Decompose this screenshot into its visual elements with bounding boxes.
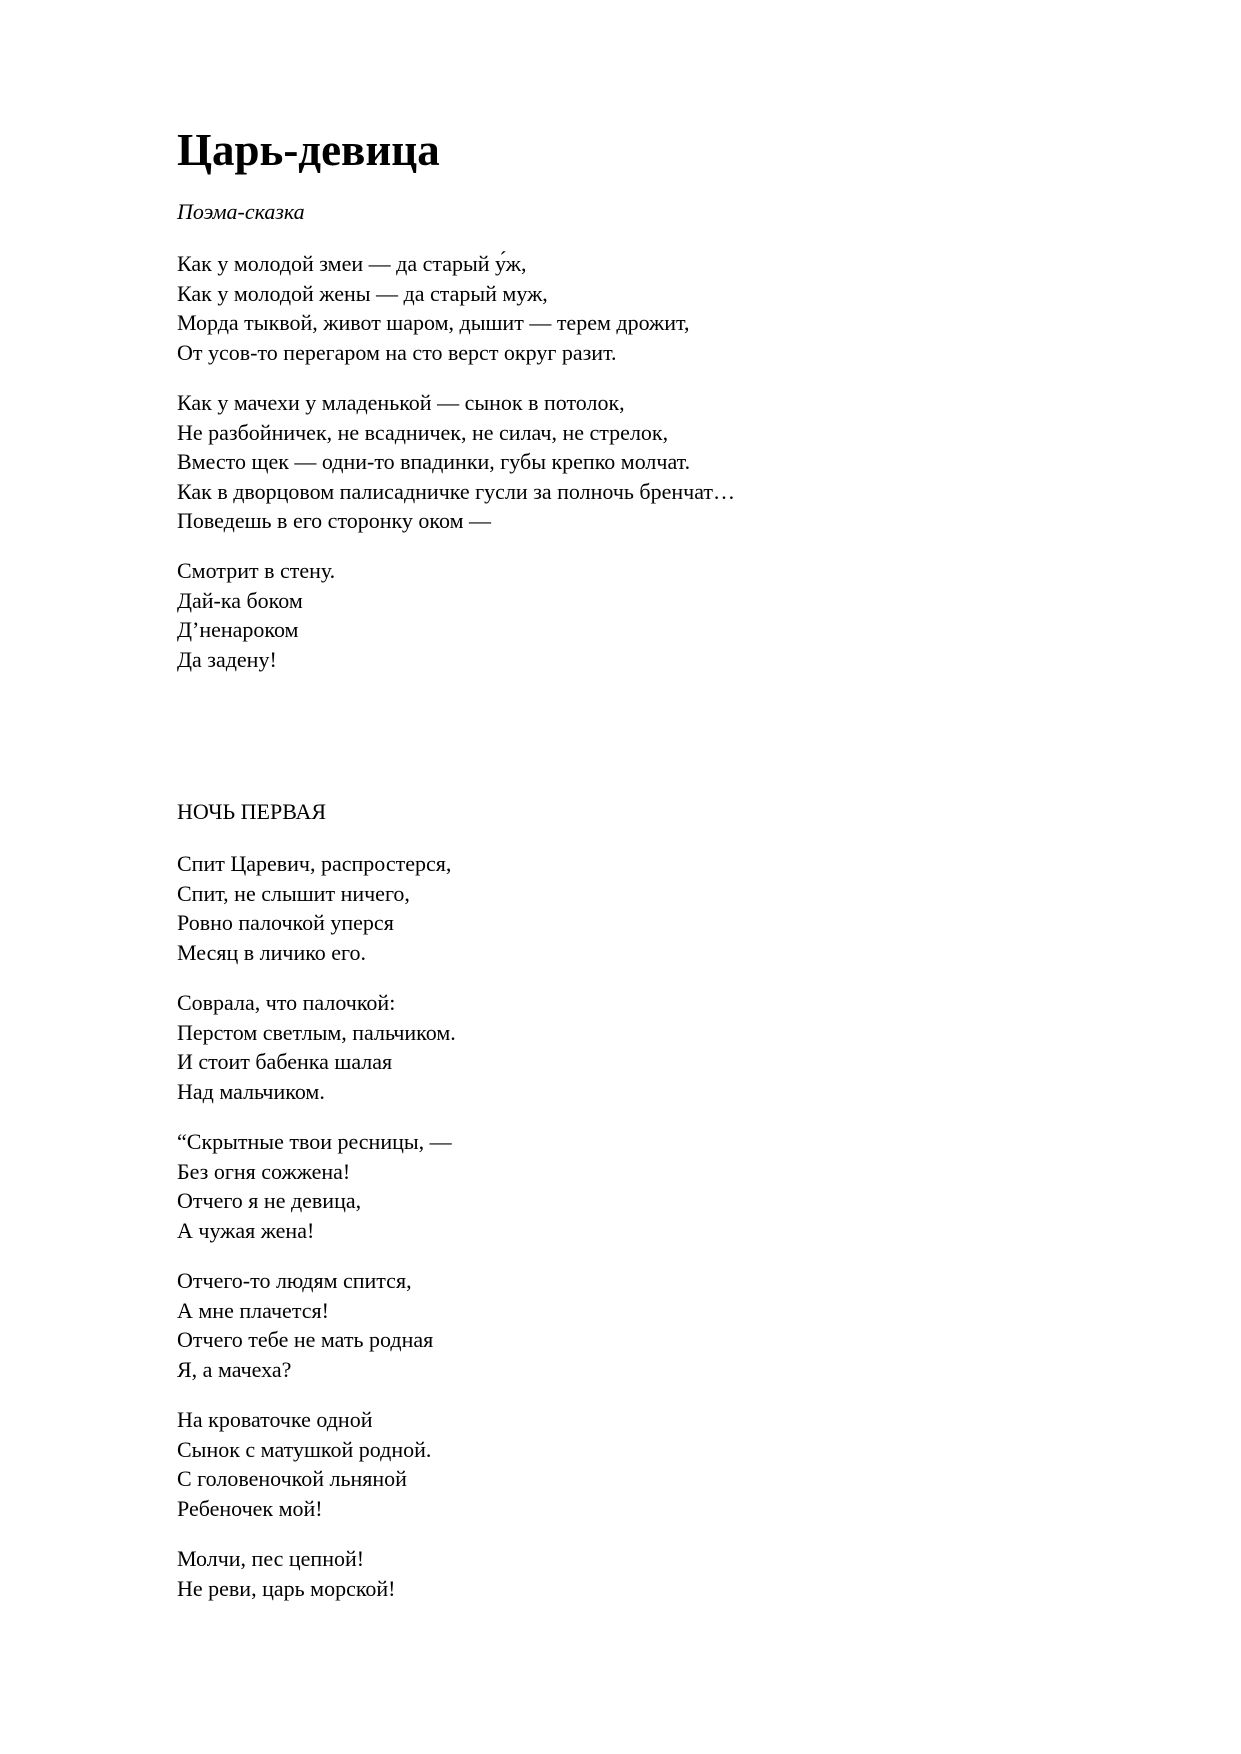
verse-line: “Скрытные твои ресницы, — bbox=[177, 1129, 452, 1154]
verse-line: Как в дворцовом палисадничке гусли за полночь бренчат… bbox=[177, 478, 736, 504]
verse-line: Вместо щек — одни-то впадинки, губы крепко молчат. bbox=[177, 449, 691, 475]
night-one-stanza-5 bbox=[177, 1405, 431, 1523]
night-one-stanza-4 bbox=[177, 1266, 433, 1384]
verse-line: Я, а мачеха? bbox=[177, 1356, 292, 1382]
section-heading: НОЧЬ ПЕРВАЯ bbox=[177, 799, 327, 824]
verse-line: Месяц в личико его. bbox=[177, 939, 367, 965]
verse-line: Поведешь в его сторонку оком — bbox=[177, 508, 491, 534]
verse-line: Соврала, что палочкой: bbox=[177, 990, 396, 1015]
verse-line: А мне плачется! bbox=[177, 1297, 329, 1323]
verse-line: Спит, не слышит ничего, bbox=[177, 880, 410, 906]
verse-line: Да задену! bbox=[177, 646, 277, 672]
prologue-stanza-3 bbox=[177, 556, 335, 674]
verse-line: Как у мачехи у младенькой — сынок в потолок, bbox=[177, 390, 625, 415]
verse-line: Смотрит в стену. bbox=[177, 558, 336, 583]
night-one-stanza-6 bbox=[177, 1544, 396, 1603]
prologue-stanza-2 bbox=[177, 388, 735, 536]
verse-line: На кроваточке одной bbox=[177, 1407, 373, 1432]
night-one-stanza-1 bbox=[177, 849, 451, 967]
verse-line: С головеночкой льняной bbox=[177, 1466, 407, 1492]
verse-line: Не реви, царь морской! bbox=[177, 1575, 396, 1601]
poem-title: Царь-девица bbox=[177, 125, 440, 175]
verse-line: И стоит бабенка шалая bbox=[177, 1049, 393, 1075]
verse-line: А чужая жена! bbox=[177, 1217, 315, 1243]
verse-line: Не разбойничек, не всадничек, не силач, не стрелок, bbox=[177, 419, 669, 445]
verse-line: Отчего я не девица, bbox=[177, 1188, 362, 1214]
verse-line: Спит Царевич, распростерся, bbox=[177, 851, 452, 876]
verse-line: Отчего тебе не мать родная bbox=[177, 1327, 434, 1353]
verse-line: Дай-ка боком bbox=[177, 587, 303, 613]
verse-line: Над мальчиком. bbox=[177, 1078, 325, 1104]
verse-line: Отчего-то людям спится, bbox=[177, 1268, 412, 1293]
night-one-stanza-3 bbox=[177, 1127, 452, 1245]
poem-subtitle: Поэма-сказка bbox=[177, 199, 305, 224]
verse-line: Д’ненароком bbox=[177, 617, 299, 643]
verse-line: Морда тыквой, живот шаром, дышит — терем дрожит, bbox=[177, 310, 690, 336]
verse-line: Ровно палочкой уперся bbox=[177, 910, 394, 936]
verse-line: От усов-то перегаром на сто верст округ разит. bbox=[177, 339, 617, 365]
verse-line: Молчи, пес цепной! bbox=[177, 1546, 365, 1571]
verse-line: Сынок с матушкой родной. bbox=[177, 1436, 432, 1462]
night-one-stanza-2 bbox=[177, 988, 456, 1106]
verse-line: Без огня сожжена! bbox=[177, 1158, 351, 1184]
verse-line: Как у молодой жены — да старый муж, bbox=[177, 280, 548, 306]
verse-line: Как у молодой змеи — да старый у́ж, bbox=[177, 251, 527, 276]
verse-line: Ребеночек мой! bbox=[177, 1495, 323, 1521]
prologue-stanza-1 bbox=[177, 249, 689, 367]
verse-line: Перстом светлым, пальчиком. bbox=[177, 1019, 456, 1045]
